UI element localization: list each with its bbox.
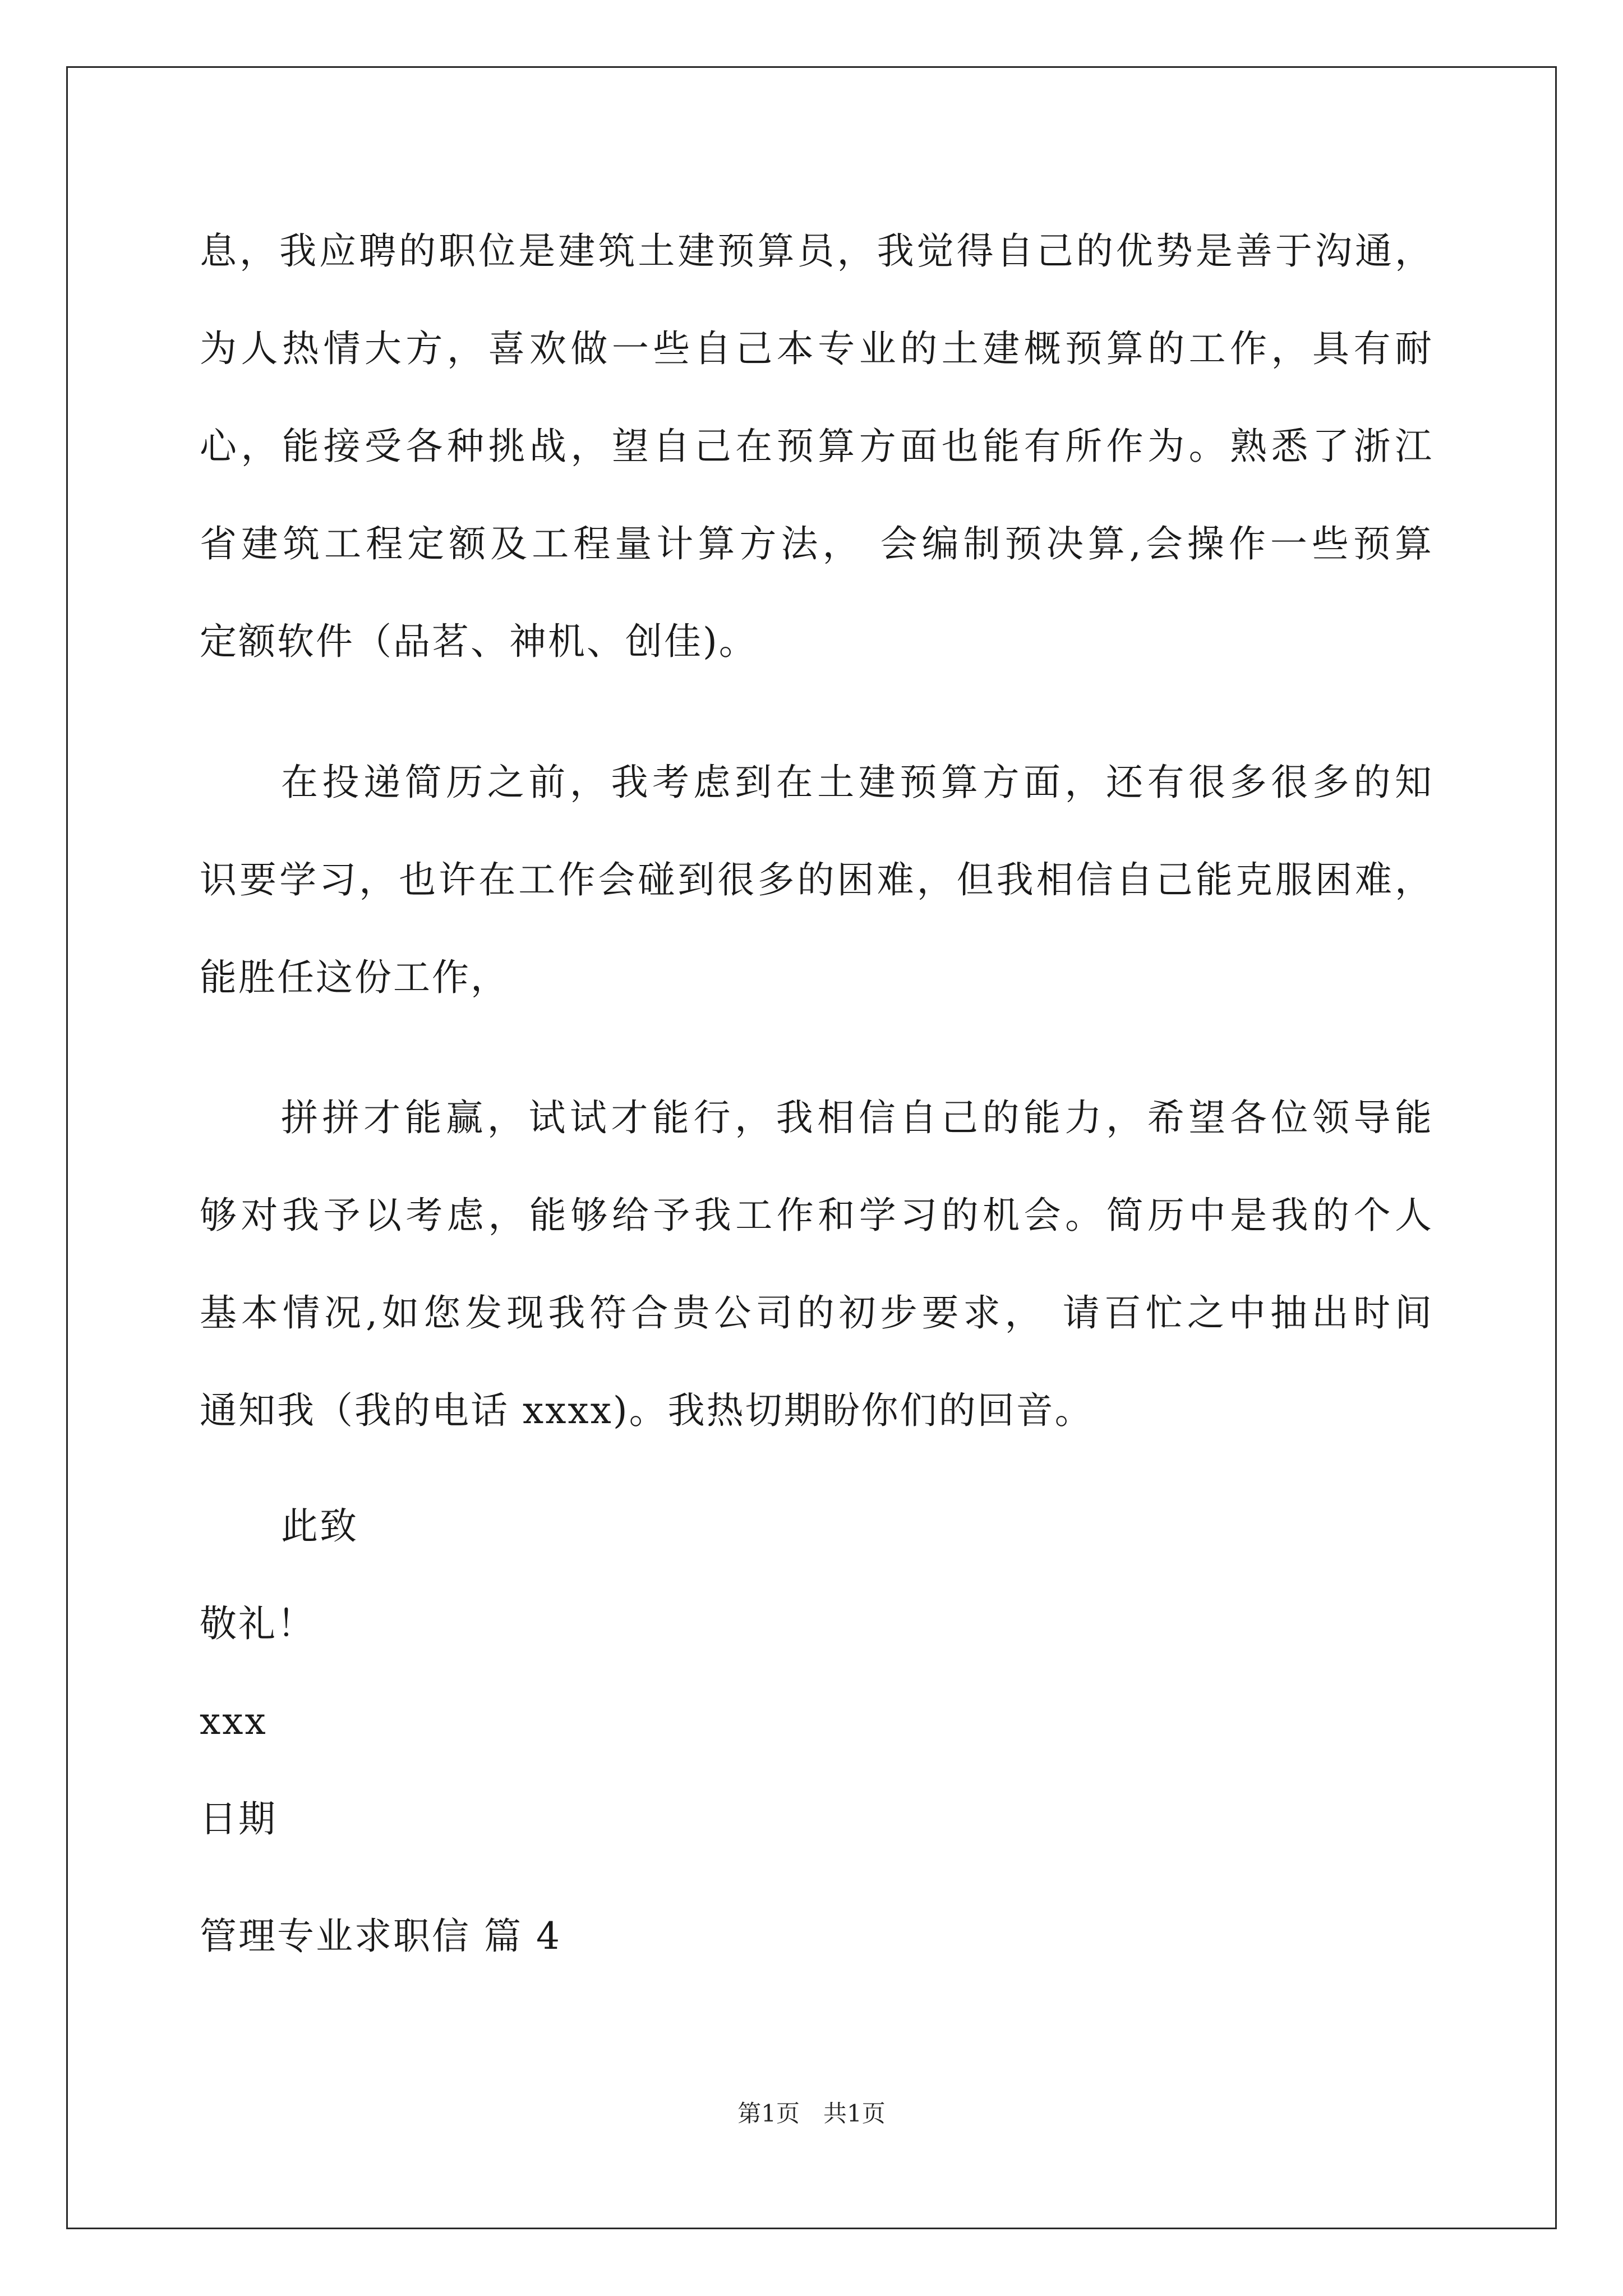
text-line: 为人热情大方，喜欢做一些自己本专业的土建概预算的工作，具有耐 (200, 327, 1433, 370)
text-line: 能胜任这份工作， (200, 956, 509, 999)
text-line: 识要学习，也许在工作会碰到很多的困难，但我相信自己能克服困难， (200, 858, 1433, 901)
text-line: 基本情况,如您发现我符合贵公司的初步要求， 请百忙之中抽出时间 (200, 1291, 1433, 1335)
page-border (66, 66, 1557, 2229)
closing-regards: 敬礼！ (200, 1602, 316, 1645)
paragraph-start: 在投递简历之前，我考虑到在土建预算方面，还有很多很多的知 (281, 761, 1433, 804)
text-line: 定额软件（品茗、神机、创佳)。 (200, 620, 758, 663)
signature-name: xxx (200, 1700, 268, 1743)
text-line: 息，我应聘的职位是建筑土建预算员，我觉得自己的优势是善于沟通， (200, 229, 1433, 273)
text-line: 心，能接受各种挑战，望自己在预算方面也能有所作为。熟悉了浙江 (200, 425, 1433, 468)
closing-salutation: 此致 (281, 1504, 358, 1548)
text-line: 够对我予以考虑，能够给予我工作和学习的机会。简历中是我的个人 (200, 1194, 1433, 1237)
text-line: 通知我（我的电话 xxxx)。我热切期盼你们的回音。 (200, 1389, 1094, 1432)
signature-date: 日期 (200, 1797, 277, 1841)
page-footer: 第1页 共1页 (737, 2100, 886, 2127)
text-line: 省建筑工程定额及工程量计算方法， 会编制预决算,会操作一些预算 (200, 522, 1433, 565)
section-heading: 管理专业求职信 篇 4 (200, 1915, 561, 1958)
paragraph-start: 拼拼才能赢，试试才能行，我相信自己的能力，希望各位领导能 (281, 1096, 1433, 1139)
